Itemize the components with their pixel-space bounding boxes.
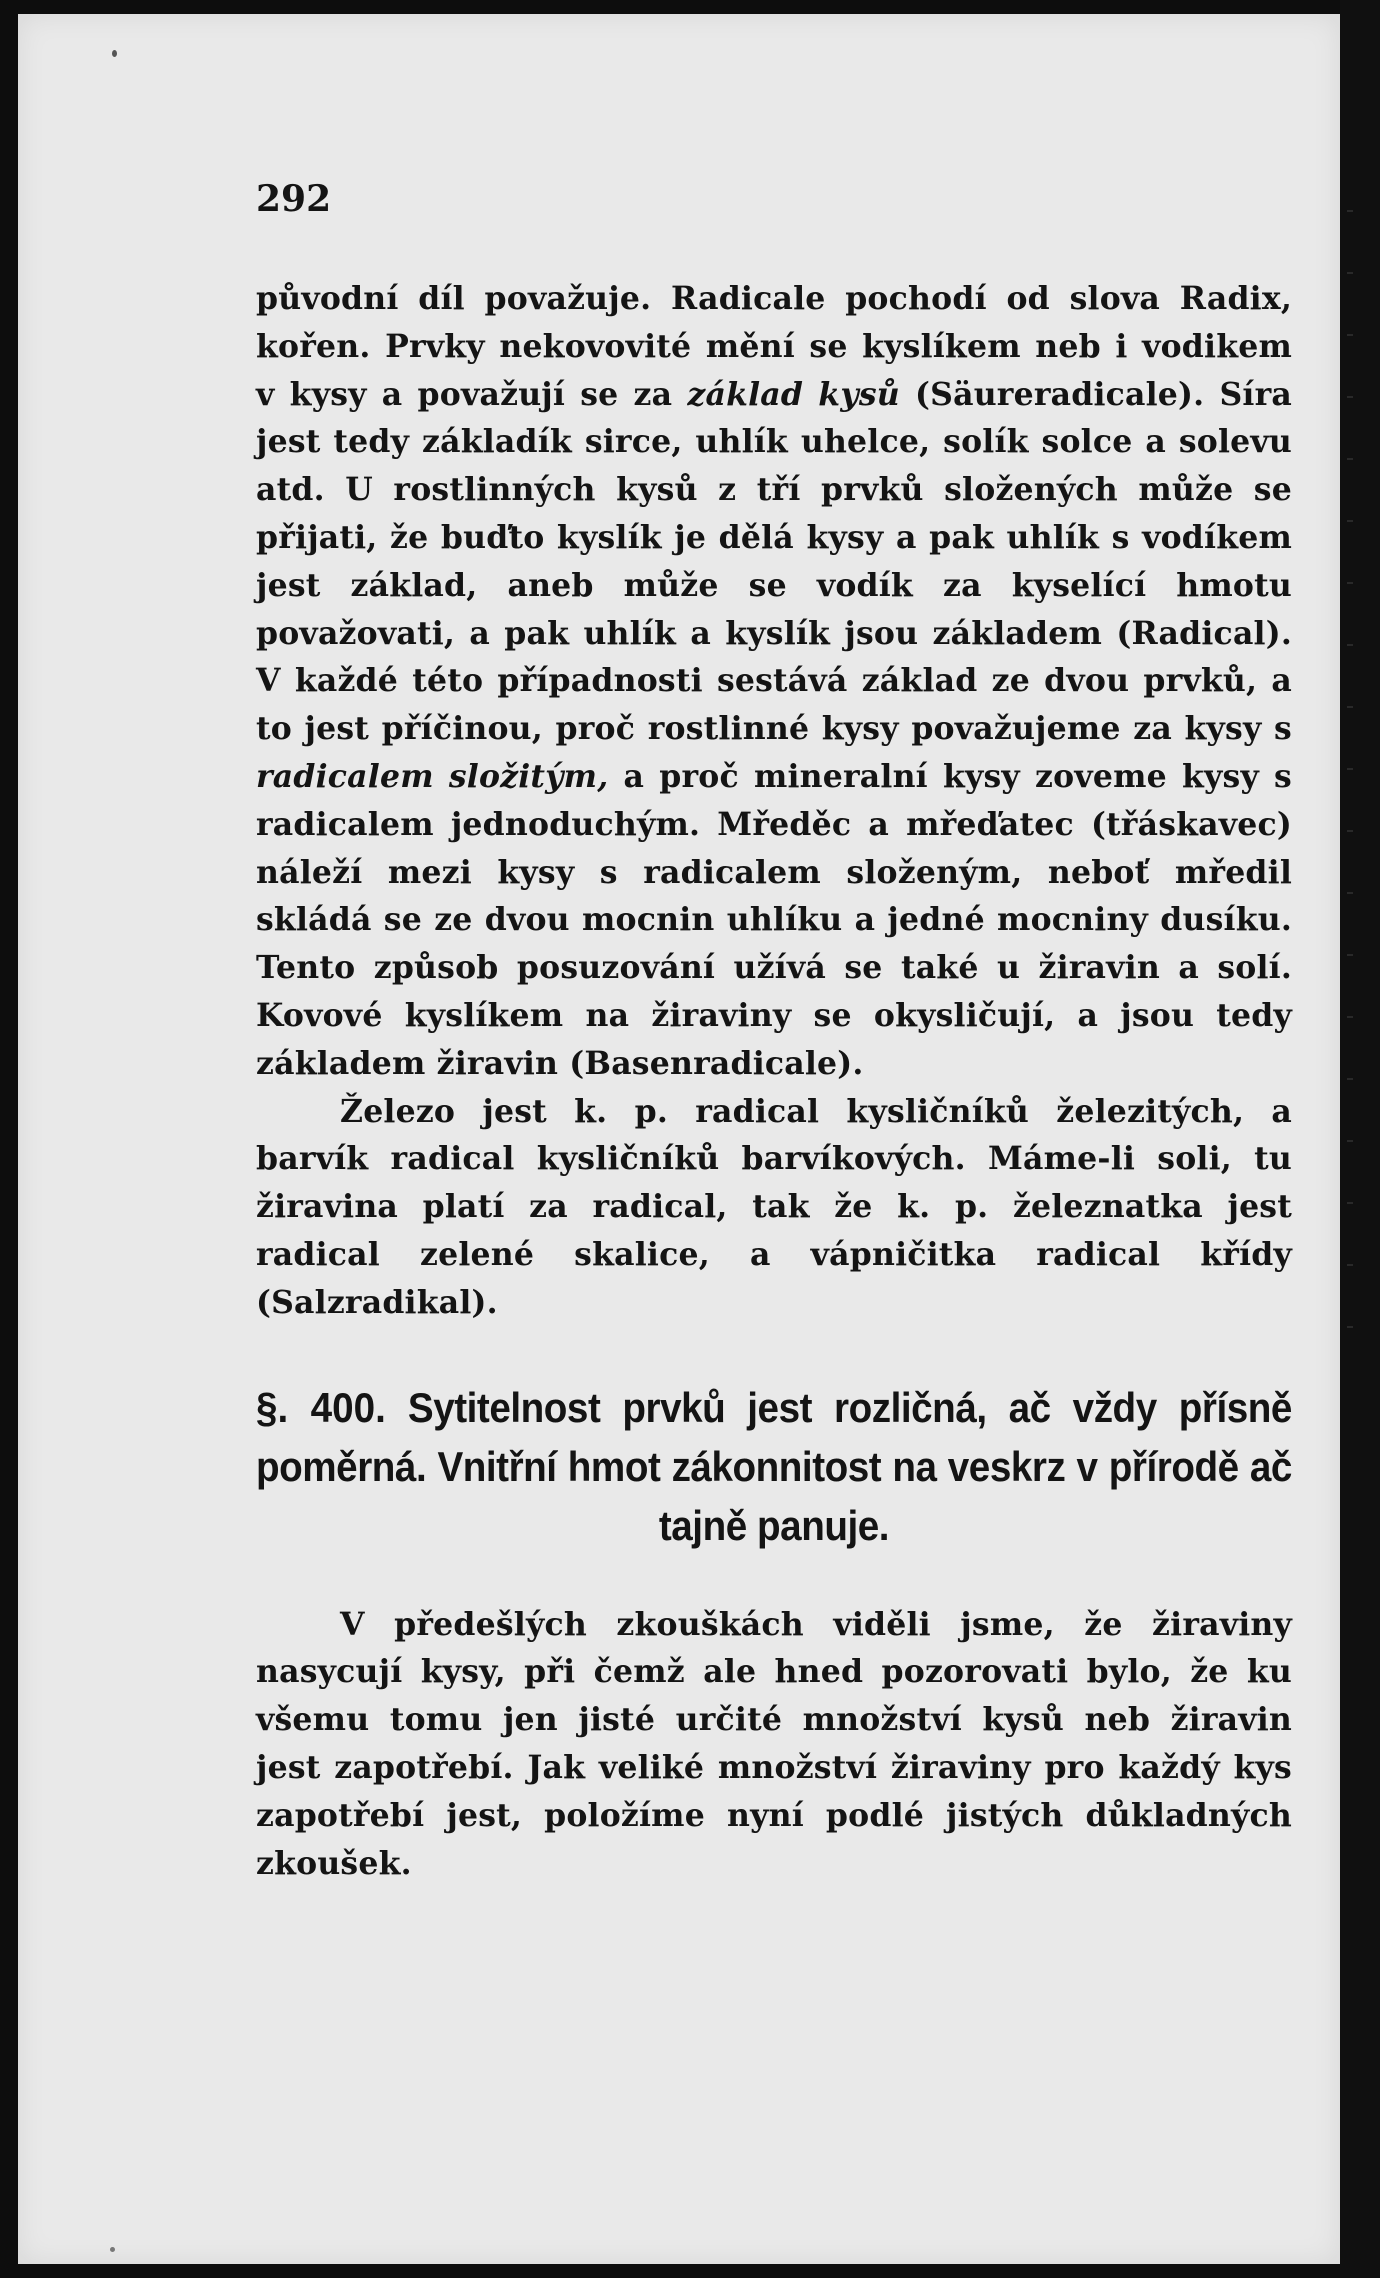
ink-speck bbox=[110, 2247, 115, 2252]
page-number: 292 bbox=[256, 178, 332, 220]
binding-marks bbox=[1347, 150, 1353, 1350]
paragraph-text: původní díl považuje. Radicale pochodí od slova Radix, kořen. Prvky nekovovité mění se kyslíkem neb i vodikem v kysy a považují se za bbox=[256, 280, 1292, 413]
paragraph-text: a proč mineralní kysy zoveme kysy s radicalem jednoduchým. Mředěc a mřeďatec (třáskavec) náleží mezi kysy s radicalem složeným, neboť mředil skládá se ze dvou mocnin uhlíku a jedné mocniny dusíku. Tento způsob posuzování užívá se také u žiravin a solí. Kovové kyslíkem na žiraviny se okysličují, a jsou tedy základem žiravin (Basenradicale). bbox=[256, 757, 1292, 1082]
paragraph-saturation: V předešlých zkouškách viděli jsme, že žiraviny nasycují kysy, při čemž ale hned pozorovati bylo, že ku všemu tomu jen jisté určité množství kysů neb žiravin jest zapotřebí. Jak veliké množství žiraviny pro každý kys zapotřebí jest, položíme nyní podlé jistých důkladných zkoušek. bbox=[256, 1605, 1292, 1882]
paragraph-text: (Säureradicale). Síra jest tedy základík sirce, uhlík uhelce, solík solce a solevu atd. U rostlinných kysů z tří prvků složených může se přijati, že buďto kyslík je dělá kysy a pak uhlík s vodíkem jest základ, aneb může se vodík za kyselící hmotu považovati, a pak uhlík a kyslík jsou základem (Radical). V každé této případnosti sestává základ ze dvou prvků, a to jest příčinou, proč rostlinné kysy považujeme za kysy s bbox=[256, 375, 1292, 748]
paragraph-radicals bbox=[256, 275, 1292, 1088]
ink-speck bbox=[112, 50, 117, 57]
page-edge-shadow bbox=[1340, 0, 1380, 2278]
section-title: Sytitelnost prvků jest rozličná, ač vždy přísně poměrná. Vnitřní hmot zákonnitost na veskrz v přírodě ač tajně panuje. bbox=[256, 1383, 1292, 1549]
paragraph-iron-example: Železo jest k. p. radical kysličníků železitých, a barvík radical kysličníků barvíkových. Máme-li soli, tu žiravina platí za radical, tak že k. p. železnatka jest radical zelené skalice, a vápničitka radical křídy (Salzradikal). bbox=[256, 1092, 1292, 1321]
section-number: §. 400. bbox=[256, 1383, 386, 1431]
page-content bbox=[256, 175, 1292, 1887]
section-heading bbox=[256, 1378, 1292, 1555]
emphasis-text: radicalem složitým, bbox=[256, 757, 609, 795]
emphasis-text: základ kysů bbox=[687, 375, 900, 413]
